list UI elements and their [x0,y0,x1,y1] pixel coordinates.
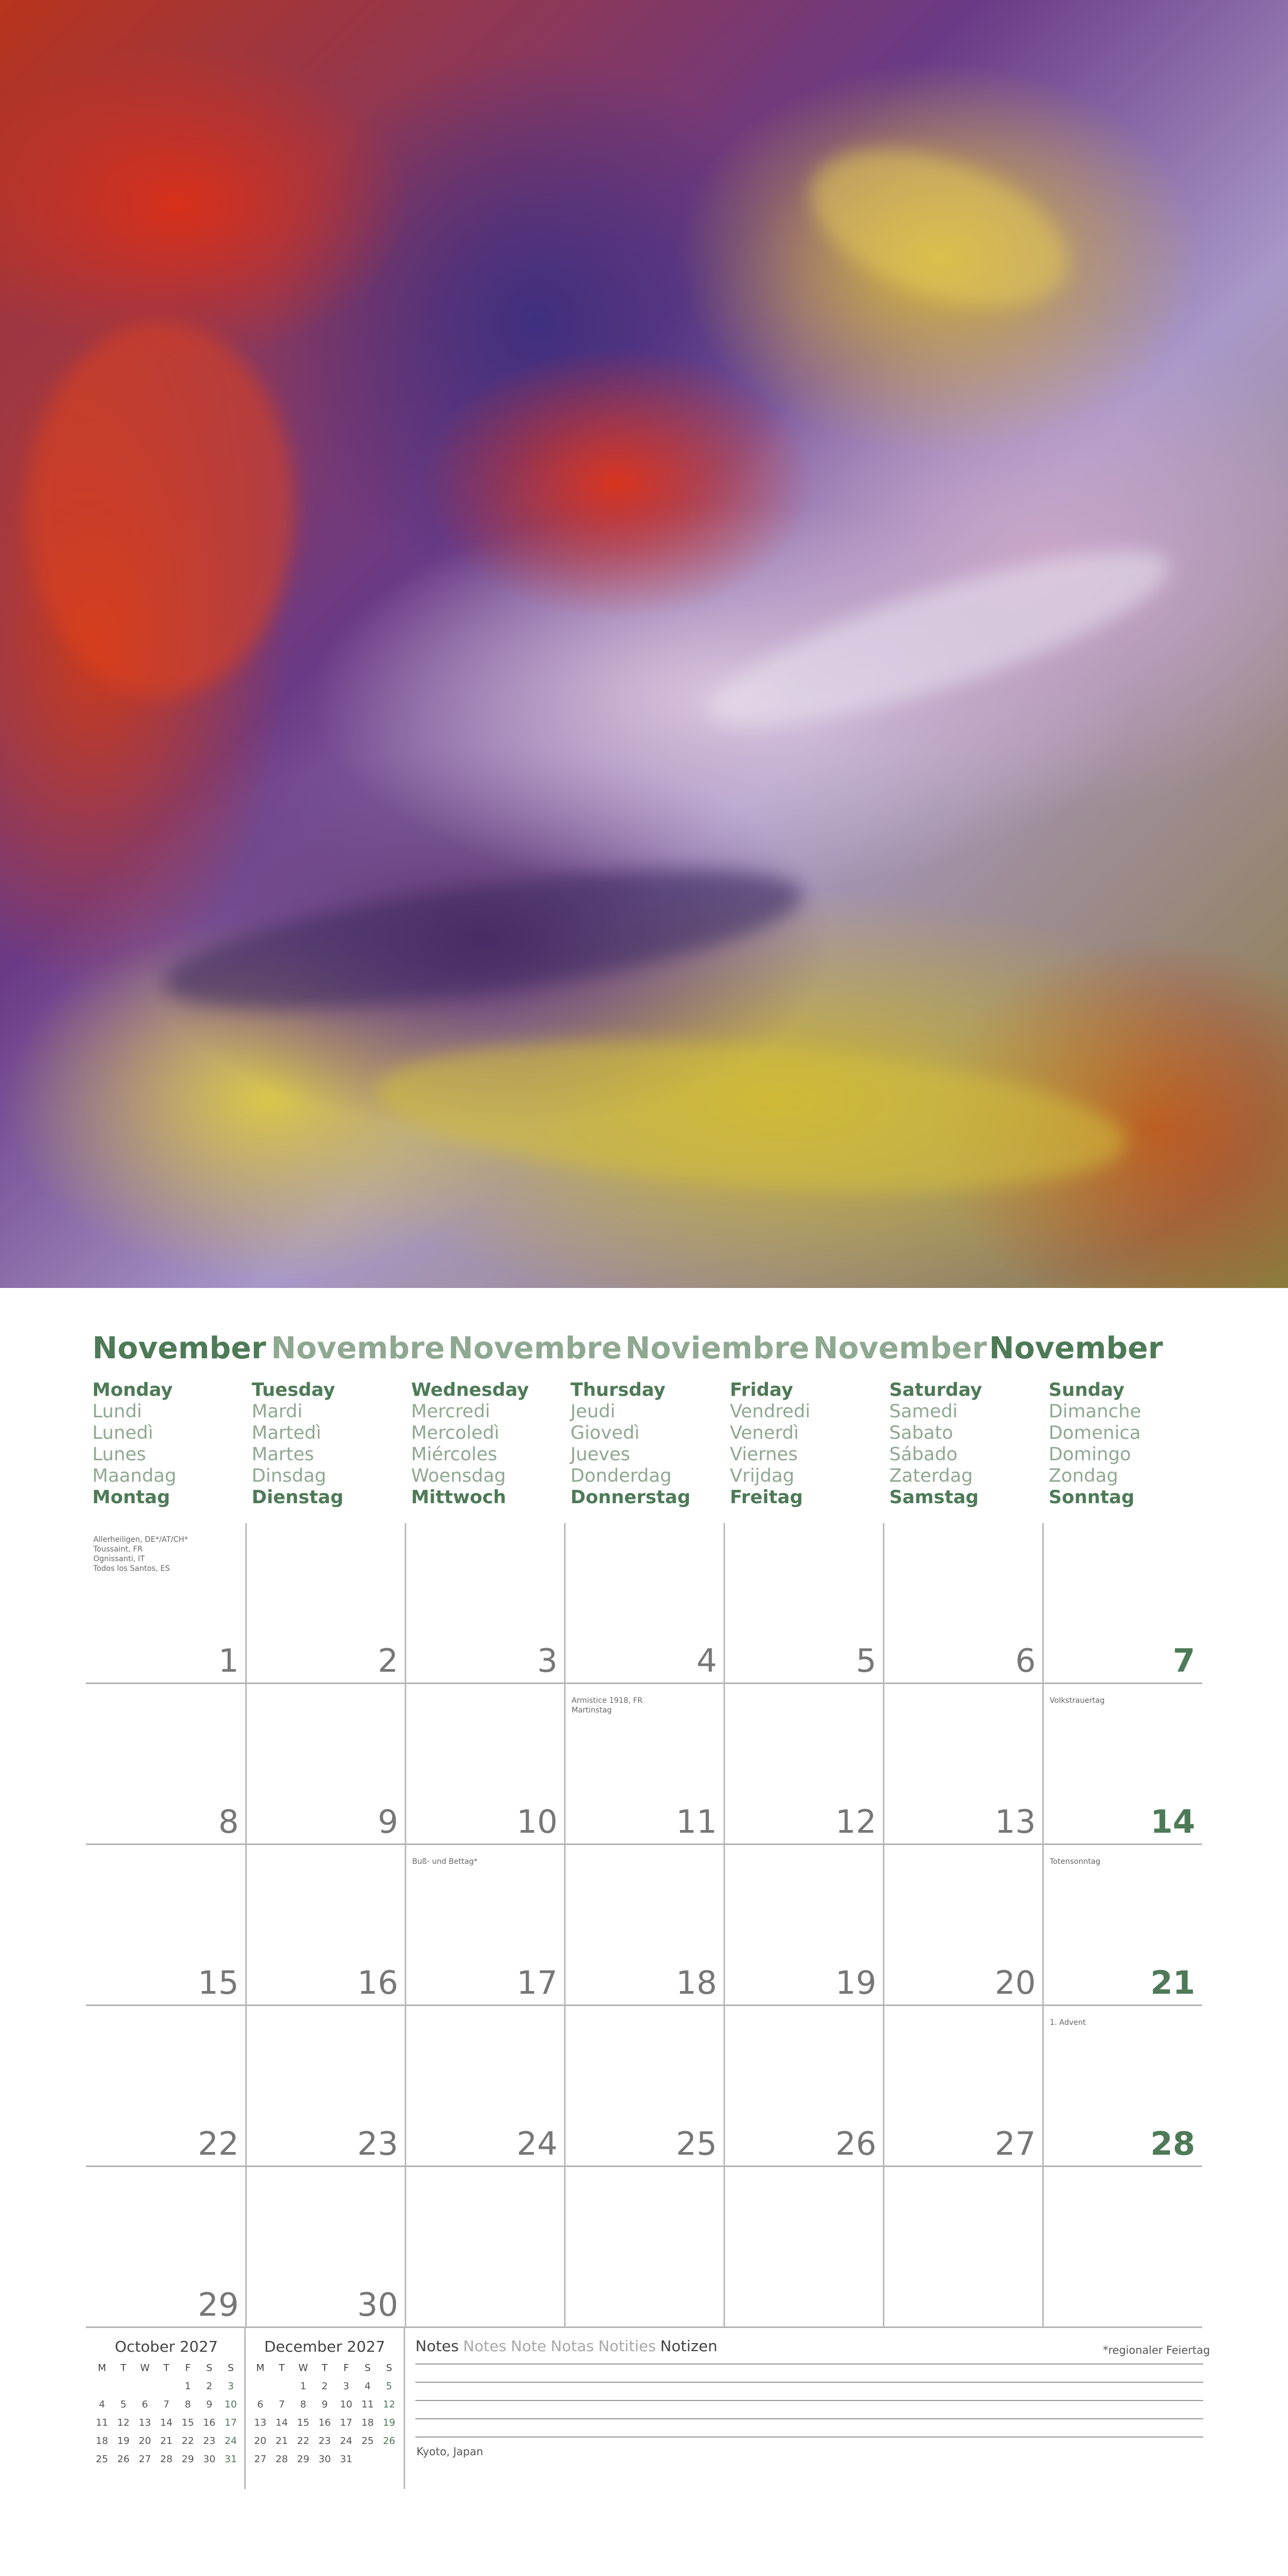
weekday-name: Giovedì [570,1422,640,1444]
holiday-note-line: Toussaint, FR [93,1545,143,1554]
weekday-name: Zaterdag [889,1465,973,1487]
mini-weekday-header: T [120,2362,127,2374]
mini-day: 25 [96,2454,108,2465]
day-cell[interactable] [723,2167,883,2328]
mini-day: 19 [117,2435,130,2447]
mini-day: 21 [275,2435,288,2447]
mini-day: 5 [120,2399,127,2410]
weekday-name: Maandag [92,1465,177,1487]
day-number: 30 [357,2286,398,2324]
day-number: 13 [994,1803,1036,1841]
day-number: 26 [835,2125,876,2163]
day-number: 15 [197,1964,239,2002]
day-number: 18 [676,1964,717,2002]
day-number: 3 [537,1642,558,1680]
note-line[interactable] [415,2436,1203,2438]
mini-day: 26 [117,2454,130,2465]
weekday-names-column [570,1379,691,1508]
mini-calendar-title: October 2027 [114,2338,218,2355]
weekday-name: Mittwoch [411,1487,507,1508]
day-cell[interactable] [1042,2167,1202,2328]
notes-label: Notes [415,2337,459,2355]
mini-day: 30 [318,2454,331,2465]
mini-day: 8 [185,2399,191,2410]
mini-day: 21 [160,2435,173,2447]
weekday-name: Donderdag [570,1465,672,1487]
note-line[interactable] [415,2400,1203,2401]
mini-calendar-title: December 2027 [264,2338,385,2355]
mini-weekday-header: S [206,2362,213,2374]
mini-day: 14 [160,2417,173,2428]
regional-holiday-footnote: *regionaler Feiertag [1103,2344,1210,2357]
holiday-note-line: Volkstrauertag [1050,1696,1105,1705]
mini-day: 22 [181,2435,194,2447]
holiday-note [1050,2018,1086,2028]
mini-day [134,2377,156,2396]
weekday-name: Samstag [889,1487,979,1508]
weekday-name: Martedì [252,1422,321,1444]
day-number: 5 [855,1642,876,1680]
weekday-name: Domenica [1049,1422,1141,1444]
mini-day: 22 [297,2435,310,2447]
mini-day: 1 [300,2381,306,2392]
note-line[interactable] [415,2418,1203,2419]
mini-weekday-header: M [256,2362,265,2374]
mini-day [250,2377,271,2396]
mini-calendar-grid [91,2359,241,2469]
mini-day: 6 [142,2399,148,2410]
mini-day: 16 [318,2417,331,2428]
photo-location: Kyoto, Japan [416,2445,484,2458]
mini-weekday-header: W [298,2362,308,2374]
mini-day: 28 [160,2454,173,2465]
photo-texture [790,119,1088,337]
mini-day: 4 [364,2381,371,2392]
mini-day [357,2450,378,2469]
day-number: 6 [1015,1642,1036,1680]
mini-day: 3 [343,2381,349,2392]
weekday-name: Mercredi [411,1401,491,1422]
mini-day [271,2377,292,2396]
footer-divider [404,2328,405,2489]
mini-day: 9 [321,2399,328,2410]
holiday-note-line: 1. Advent [1050,2018,1086,2027]
weekday-name: Zondag [1049,1465,1118,1487]
mini-day: 24 [340,2435,353,2447]
mini-day [156,2377,177,2396]
weekday-names-column [1049,1379,1141,1508]
weekday-names-column [92,1379,177,1508]
mini-weekday-header: S [228,2362,234,2374]
weekday-name: Jeudi [570,1401,616,1422]
weekday-names-column [889,1379,982,1508]
mini-day: 8 [300,2399,306,2410]
weekday-name: Tuesday [252,1379,335,1401]
mini-day: 9 [206,2399,213,2410]
mini-weekday-header: T [279,2362,285,2374]
mini-weekday-header: T [163,2362,170,2374]
mini-day: 10 [224,2399,237,2410]
day-number: 14 [1150,1803,1195,1841]
weekday-name: Dinsdag [252,1465,326,1487]
day-number: 20 [994,1964,1036,2002]
weekday-names-column [252,1379,343,1508]
notes-label: Note [510,2337,547,2355]
mini-weekday-header: T [321,2362,328,2374]
holiday-note-line: Todos los Santos, ES [93,1564,170,1573]
mini-day: 17 [340,2417,353,2428]
mini-day: 6 [257,2399,264,2410]
mini-day: 12 [383,2399,396,2410]
holiday-note-line: Allerheiligen, DE*/AT/CH* [93,1535,188,1544]
weekday-name: Domingo [1049,1444,1131,1465]
mini-day: 2 [321,2381,328,2392]
note-line[interactable] [415,2363,1203,2365]
mini-day [113,2377,134,2396]
mini-day: 29 [297,2454,310,2465]
holiday-note-line: Buß- und Bettag* [412,1857,478,1866]
day-number: 10 [516,1803,558,1841]
day-number: 1 [218,1642,239,1680]
mini-day: 18 [361,2417,374,2428]
month-title: November [813,1331,987,1366]
notes-label: Notizen [660,2337,718,2355]
weekday-names-column [730,1379,810,1508]
day-number: 16 [357,1964,398,2002]
mini-day: 5 [386,2381,392,2392]
footer-divider [244,2328,246,2489]
weekday-name: Samedi [889,1401,958,1422]
mini-day: 11 [361,2399,374,2410]
weekday-name: Lunedì [92,1422,153,1444]
holiday-note [412,1857,478,1867]
weekday-name: Sunday [1049,1379,1125,1401]
month-title: Noviembre [625,1331,810,1366]
weekday-name: Monday [92,1379,173,1401]
notes-label: Notes [463,2337,507,2355]
photo-texture [157,841,809,1037]
weekday-name: Saturday [889,1379,983,1401]
month-title: November [989,1331,1163,1366]
holiday-note-line: Martinstag [572,1706,612,1715]
day-number: 23 [357,2125,398,2163]
weekday-names-column [411,1379,529,1508]
weekday-name: Woensdag [411,1465,506,1487]
day-number: 8 [218,1803,239,1841]
mini-day: 26 [383,2435,396,2447]
mini-day: 3 [228,2381,234,2392]
mini-day: 31 [340,2454,353,2465]
mini-calendar-grid [250,2359,400,2469]
day-cell[interactable] [564,2167,723,2328]
photo-texture [27,322,295,698]
weekday-name: Mercoledì [411,1422,500,1444]
day-number: 27 [994,2125,1036,2163]
weekday-name: Lundi [92,1401,142,1422]
day-number: 29 [197,2286,239,2324]
mini-day: 28 [275,2454,288,2465]
holiday-note [1050,1857,1100,1867]
weekday-name: Vendredi [730,1401,810,1422]
mini-day: 29 [181,2454,194,2465]
weekday-name: Viernes [730,1444,798,1465]
weekday-name: Venerdì [730,1422,799,1444]
mini-weekday-header: F [185,2362,191,2374]
notes-heading [415,2337,722,2355]
day-number: 2 [377,1642,398,1680]
day-number: 7 [1173,1642,1195,1680]
mini-day: 11 [96,2417,108,2428]
holiday-note-line: Totensonntag [1050,1857,1101,1866]
weekday-name: Wednesday [411,1379,529,1401]
mini-weekday-header: S [386,2362,392,2374]
mini-day: 27 [254,2454,267,2465]
mini-day: 1 [185,2381,191,2392]
day-cell[interactable] [405,2167,564,2328]
mini-day [91,2377,113,2396]
mini-day: 31 [224,2454,237,2465]
weekday-name: Dimanche [1049,1401,1141,1422]
mini-day: 2 [206,2381,213,2392]
mini-day: 7 [163,2399,170,2410]
mini-day [378,2450,400,2469]
weekday-name: Sabato [889,1422,953,1444]
day-number: 11 [676,1803,717,1841]
mini-day: 12 [117,2417,130,2428]
photo-texture [694,518,1184,759]
weekday-name: Jueves [570,1444,631,1465]
mini-weekday-header: M [98,2362,106,2374]
mini-day: 20 [138,2435,151,2447]
notes-label: Notities [598,2337,656,2355]
mini-day: 25 [361,2435,374,2447]
mini-day: 23 [203,2435,216,2447]
weekday-name: Martes [252,1444,314,1465]
mini-day: 7 [279,2399,285,2410]
day-number: 12 [835,1803,876,1841]
day-number: 19 [835,1964,876,2002]
mini-day: 17 [224,2417,237,2428]
day-number: 22 [197,2125,239,2163]
month-title: Novembre [271,1331,445,1366]
weekday-name: Montag [92,1487,170,1508]
mini-day: 10 [340,2399,353,2410]
day-number: 21 [1150,1964,1195,2002]
mini-weekday-header: W [140,2362,150,2374]
mini-day: 18 [96,2435,108,2447]
day-number: 24 [516,2125,558,2163]
day-number: 4 [696,1642,717,1680]
mini-weekday-header: S [364,2362,371,2374]
mini-day: 30 [203,2454,216,2465]
mini-day: 15 [297,2417,310,2428]
notes-label: Notas [551,2337,594,2355]
mini-day: 13 [138,2417,151,2428]
mini-day: 20 [254,2435,267,2447]
mini-day: 16 [203,2417,216,2428]
holiday-note [93,1535,188,1574]
day-number: 17 [516,1964,558,2002]
weekday-name: Friday [730,1379,793,1401]
mini-day: 4 [99,2399,105,2410]
month-title: November [92,1331,266,1366]
photo-texture [372,1020,1131,1212]
mini-day: 19 [383,2417,396,2428]
weekday-name: Mardi [252,1401,303,1422]
mini-day: 14 [275,2417,288,2428]
holiday-note-line: Armistice 1918, FR [572,1696,643,1705]
weekday-name: Thursday [570,1379,666,1401]
weekday-name: Dienstag [252,1487,343,1508]
weekday-name: Freitag [730,1487,803,1508]
mini-day: 13 [254,2417,267,2428]
day-cell[interactable] [883,2167,1042,2328]
mini-day: 24 [224,2435,237,2447]
day-number: 9 [377,1803,398,1841]
weekday-name: Sábado [889,1444,958,1465]
weekday-name: Donnerstag [570,1487,691,1508]
mini-day: 23 [318,2435,331,2447]
weekday-name: Lunes [92,1444,147,1465]
note-line[interactable] [415,2382,1203,2383]
weekday-name: Sonntag [1049,1487,1135,1508]
mini-day: 27 [138,2454,151,2465]
mini-weekday-header: F [343,2362,349,2374]
day-number: 25 [676,2125,717,2163]
weekday-name: Vrijdag [730,1465,795,1487]
holiday-note [572,1696,642,1715]
weekday-name: Miércoles [411,1444,497,1465]
holiday-note-line: Ognissanti, IT [93,1555,145,1563]
day-number: 28 [1150,2125,1195,2163]
holiday-note [1050,1696,1104,1706]
month-title: Novembre [448,1331,622,1366]
mini-day: 15 [181,2417,194,2428]
